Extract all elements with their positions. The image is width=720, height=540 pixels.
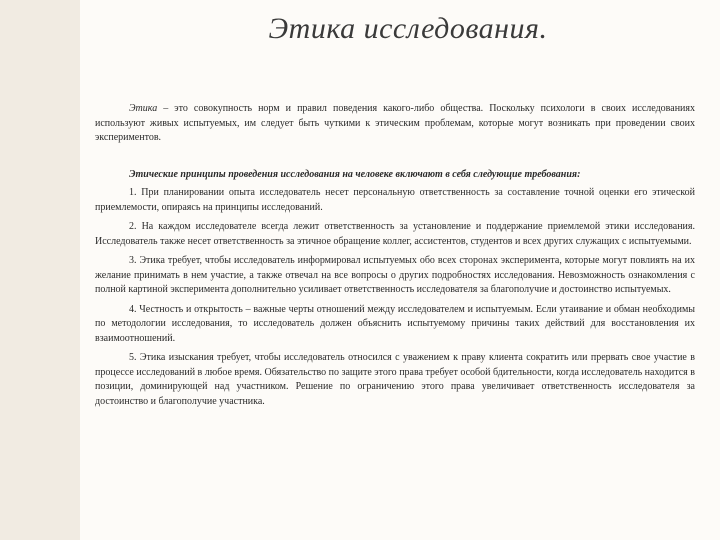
requirement-3: 3. Этика требует, чтобы исследователь информировал испытуемых обо всех сторонах эксперимента, которые могут повлиять на их желание принимать в нем участие, а также отвечал на все вопросы о других подробностях исследования. Невозможность ознакомления с полной картиной эксперимента дополнительно усиливает ответственность исследователя за благополучие и достоинство испытуемых. bbox=[95, 255, 695, 295]
intro-paragraph bbox=[95, 102, 695, 146]
intro-text: – это совокупность норм и правил поведения какого-либо общества. Поскольку психологи в своих исследованиях используют живых испытуемых, им следует быть чуткими к этическим проблемам, которые могут возникать при проведении своих экспериментов. bbox=[95, 103, 695, 143]
principles-heading: Этические принципы проведения исследования на человеке включают в себя следующие требования: bbox=[129, 168, 581, 180]
intro-term: Этика bbox=[129, 103, 158, 114]
requirement-4: 4. Честность и открытость – важные черты отношений между исследователем и испытуемым. Если утаивание и обман необходимы по методологии исследования, то исследователь должен объяснить испытуемому причины таких действий для восстановления их взаимоотношений. bbox=[95, 303, 695, 344]
requirement-2: 2. На каждом исследователе всегда лежит ответственность за установление и поддержание приемлемой этики исследования. Исследователь также несет ответственность за этичное обращение коллег, ассистентов, студентов и всех других служащих с испытуемыми. bbox=[95, 221, 695, 247]
left-decorative-band bbox=[0, 0, 80, 540]
requirement-5: 5. Этика изыскания требует, чтобы исследователь относился с уважением к праву клиента сократить или прервать свое участие в процессе исследований в любое время. Обязательство по защите этого права требует особой бдительности, когда исследователь находится в позиции, доминирующей над участником. Решение по ограничению этого права увеличивает ответственность исследователя за достоинство и благополучие участника. bbox=[95, 352, 695, 407]
requirement-1: 1. При планировании опыта исследователь несет персональную ответственность за составление точной оценки его этической приемлемости, опираясь на принципы исследований. bbox=[95, 187, 695, 213]
page-title bbox=[0, 12, 720, 46]
slide-body bbox=[95, 102, 695, 414]
page-title-text: Этика исследования. bbox=[268, 12, 548, 45]
